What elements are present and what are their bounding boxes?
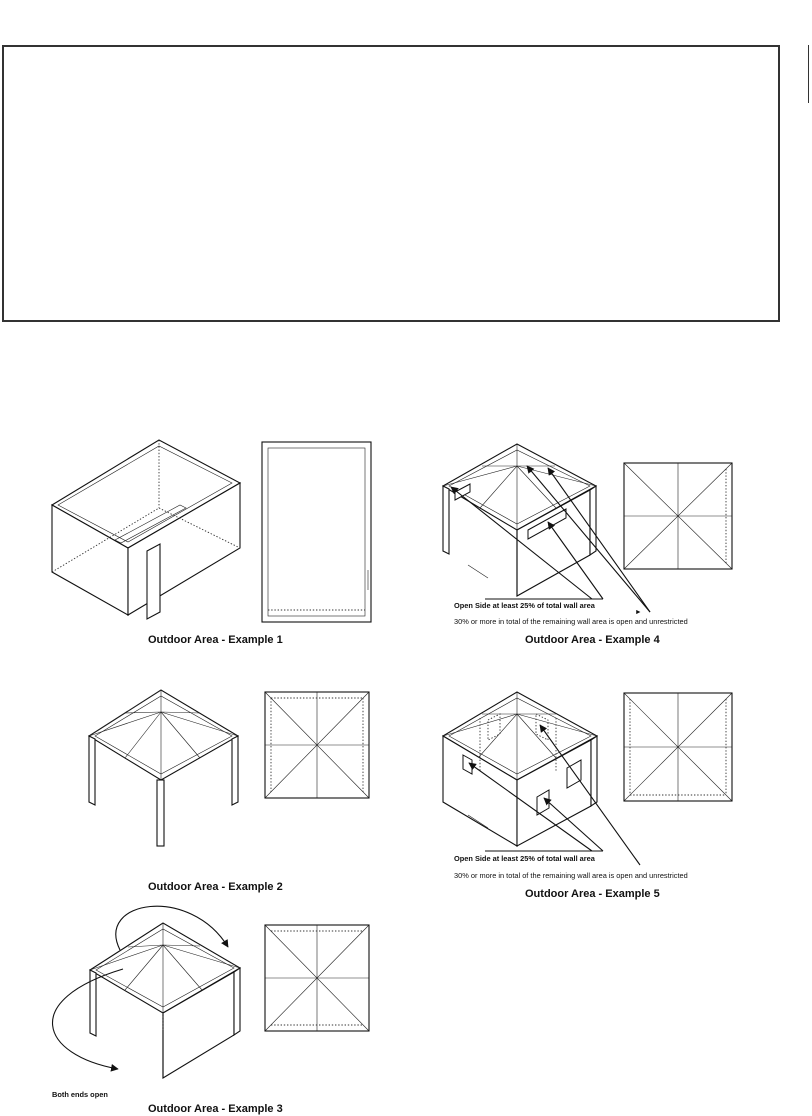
caption-example-2: Outdoor Area - Example 2 [148, 881, 283, 893]
caption-example-1: Outdoor Area - Example 1 [148, 634, 283, 646]
note-remaining-wall-example-5: 30% or more in total of the remaining wall area is open and unrestricted [454, 871, 688, 880]
example-4-plan [624, 463, 732, 569]
example-3-isometric [53, 906, 240, 1078]
note-remaining-wall-example-4: 30% or more in total of the remaining wall area is open and unrestricted [454, 617, 688, 626]
example-1-isometric [52, 440, 240, 619]
example-1-plan [262, 442, 371, 622]
example-5-plan [624, 693, 732, 801]
caption-example-3: Outdoor Area - Example 3 [148, 1103, 283, 1115]
example-3-plan [265, 925, 369, 1031]
example-2-plan [265, 692, 369, 798]
note-open-side-example-5: Open Side at least 25% of total wall area [454, 854, 595, 863]
example-2-isometric [89, 690, 238, 846]
note-open-side-example-4: Open Side at least 25% of total wall area [454, 601, 595, 610]
caption-example-4: Outdoor Area - Example 4 [525, 634, 660, 646]
note-both-ends-open: Both ends open [52, 1090, 108, 1099]
example-5-isometric [443, 692, 640, 865]
caption-example-5: Outdoor Area - Example 5 [525, 888, 660, 900]
example-4-isometric [443, 444, 650, 612]
